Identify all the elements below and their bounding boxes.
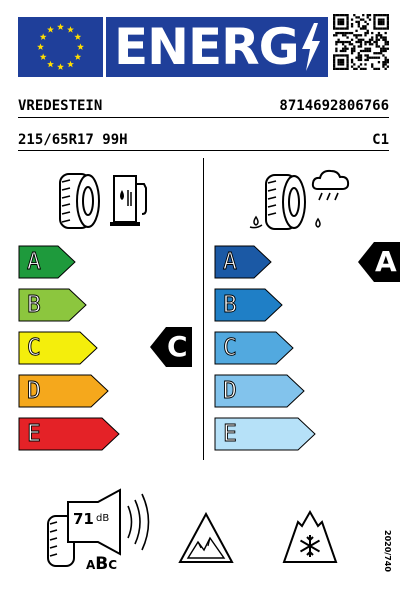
- wet-grip-bar-b: [214, 288, 283, 322]
- wet-grip-bar-label: E: [223, 421, 237, 447]
- noise-class-a: A: [86, 558, 96, 572]
- noise-class-scale: [86, 554, 117, 574]
- wet-grip-bar-label: D: [223, 378, 237, 404]
- fuel-efficiency-bar-label: E: [27, 421, 41, 447]
- mountain-icon: [178, 512, 234, 568]
- fuel-efficiency-rating: [150, 327, 192, 371]
- fuel-efficiency-bar-label: B: [27, 292, 41, 318]
- fuel-efficiency-bar-d: [18, 374, 109, 408]
- fuel-efficiency-bar-b: [18, 288, 87, 322]
- noise-unit: dB: [96, 513, 110, 524]
- snowflake-mountain-icon: [282, 510, 338, 568]
- wet-grip-bar-e: [214, 417, 316, 451]
- noise-value: 71: [73, 510, 94, 528]
- section-divider: [203, 158, 204, 460]
- wet-grip-bar-d: [214, 374, 305, 408]
- fuel-efficiency-bar-label: A: [27, 249, 41, 275]
- wet-grip-bar-label: C: [223, 335, 237, 361]
- wet-grip-bar-a: [214, 245, 272, 279]
- eu-flag-icon: [18, 17, 103, 77]
- wet-grip-bar-label: B: [223, 292, 237, 318]
- noise-class-c: C: [108, 558, 118, 572]
- wet-grip-rating: [358, 242, 400, 286]
- fuel-efficiency-bar-e: [18, 417, 120, 451]
- wet-grip-bar-c: [214, 331, 294, 365]
- brand-name: VREDESTEIN: [18, 98, 103, 114]
- divider: [18, 150, 389, 151]
- energy-banner: [106, 17, 328, 77]
- tyre-size: 215/65R17 99H: [18, 132, 128, 148]
- energy-word: ENERG: [114, 18, 299, 76]
- qr-code-icon: [333, 14, 389, 70]
- ean-code: 8714692806766: [279, 98, 389, 114]
- noise-class-b: B: [95, 554, 109, 574]
- tyre-class: C1: [372, 132, 389, 148]
- divider: [18, 117, 389, 118]
- rain-cloud-tyre-icon: [246, 165, 361, 239]
- fuel-efficiency-bar-label: C: [27, 335, 41, 361]
- fuel-efficiency-bar-a: [18, 245, 76, 279]
- regulation-number: 2020/740: [383, 530, 392, 572]
- energy-bolt-icon: [300, 23, 322, 71]
- fuel-efficiency-bar-label: D: [27, 378, 41, 404]
- fuel-efficiency-rating-letter: C: [167, 330, 188, 363]
- wet-grip-rating-letter: A: [375, 245, 397, 278]
- fuel-pump-tyre-icon: [56, 170, 156, 236]
- fuel-efficiency-bar-c: [18, 331, 98, 365]
- wet-grip-bar-label: A: [223, 249, 237, 275]
